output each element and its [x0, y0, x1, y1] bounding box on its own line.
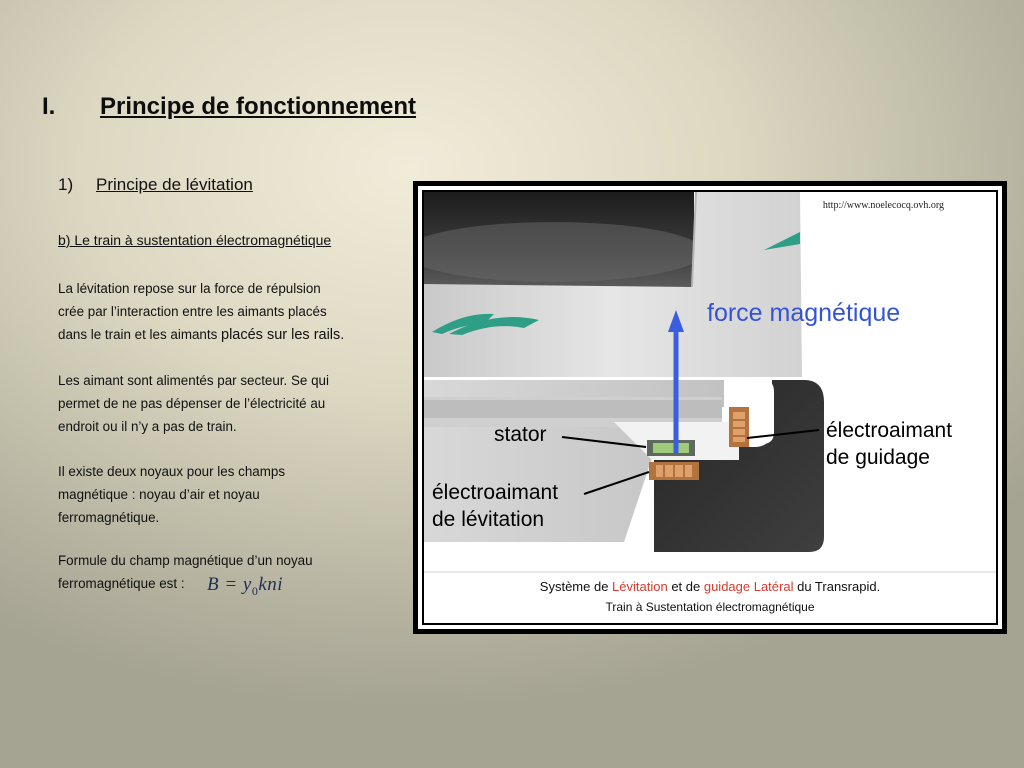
caption-part: du Transrapid.	[793, 579, 881, 594]
guidance-label-line: électroaimant	[826, 419, 953, 442]
paragraph-line: Les aimant sont alimentés par secteur. Se qui	[58, 373, 329, 388]
paragraph-line: endroit ou il n’y a pas de train.	[58, 419, 237, 434]
figure-frame	[413, 181, 1007, 634]
section-number: I.	[42, 93, 56, 120]
guidance-magnet-label	[826, 417, 998, 471]
subsection-title	[58, 175, 253, 195]
figure-subcaption: Train à Sustentation électromagnétique	[605, 600, 815, 614]
levitation-label-line: de lévitation	[432, 508, 545, 531]
caption-part-guidance: guidage Latéral	[703, 579, 794, 594]
paragraph-line-part: dans le train et les aimants	[58, 327, 222, 342]
formula-rhs: kni	[258, 574, 284, 595]
levitation-magnet-label	[432, 479, 622, 533]
paragraph-line: La lévitation repose sur la force de répulsion	[58, 281, 321, 296]
stator-core	[653, 443, 689, 453]
section-title-text: Principe de fonctionnement	[100, 93, 417, 120]
lower-frame-line	[424, 571, 998, 573]
sub-heading: b) Le train à sustentation électromagnétique	[58, 232, 332, 248]
caption-part: Système de	[539, 579, 613, 594]
paragraph-cores	[58, 460, 398, 529]
paragraph-line: Formule du champ magnétique d’un noyau	[58, 553, 313, 568]
levitation-label-line: électroaimant	[432, 481, 559, 504]
figure-content	[422, 190, 998, 625]
caption-part-levitation: Lévitation	[612, 579, 668, 594]
guidance-label-line: de guidage	[826, 446, 930, 469]
magnetic-field-formula	[207, 574, 283, 599]
paragraph-line: ferromagnétique est :	[58, 576, 185, 591]
paragraph-levitation	[58, 277, 398, 347]
formula-lhs: B = y	[207, 574, 252, 595]
stator-label: stator	[494, 423, 547, 446]
paragraph-power	[58, 369, 398, 438]
figure-caption	[424, 579, 996, 594]
paragraph-line: ferromagnétique.	[58, 510, 160, 525]
force-magnetic-label: force magnétique	[707, 299, 901, 327]
caption-part: et de	[667, 579, 704, 594]
paragraph-line	[58, 323, 398, 347]
section-title	[42, 93, 416, 121]
subsection-title-text: Principe de lévitation	[96, 175, 253, 194]
paragraph-line: permet de ne pas dépenser de l’électricité au	[58, 396, 326, 411]
paragraph-line: crée par l’interaction entre les aimants placés	[58, 304, 327, 319]
paragraph-line-part: placés sur les rails.	[221, 327, 345, 343]
formula-subscript: 0	[251, 583, 259, 598]
subsection-number: 1)	[58, 175, 74, 194]
guidance-coil-core	[733, 412, 745, 442]
paragraph-line: magnétique : noyau d’air et noyau	[58, 487, 260, 502]
source-url: http://www.noelecocq.ovh.org	[822, 200, 944, 211]
paragraph-line: Il existe deux noyaux pour les champs	[58, 464, 286, 479]
